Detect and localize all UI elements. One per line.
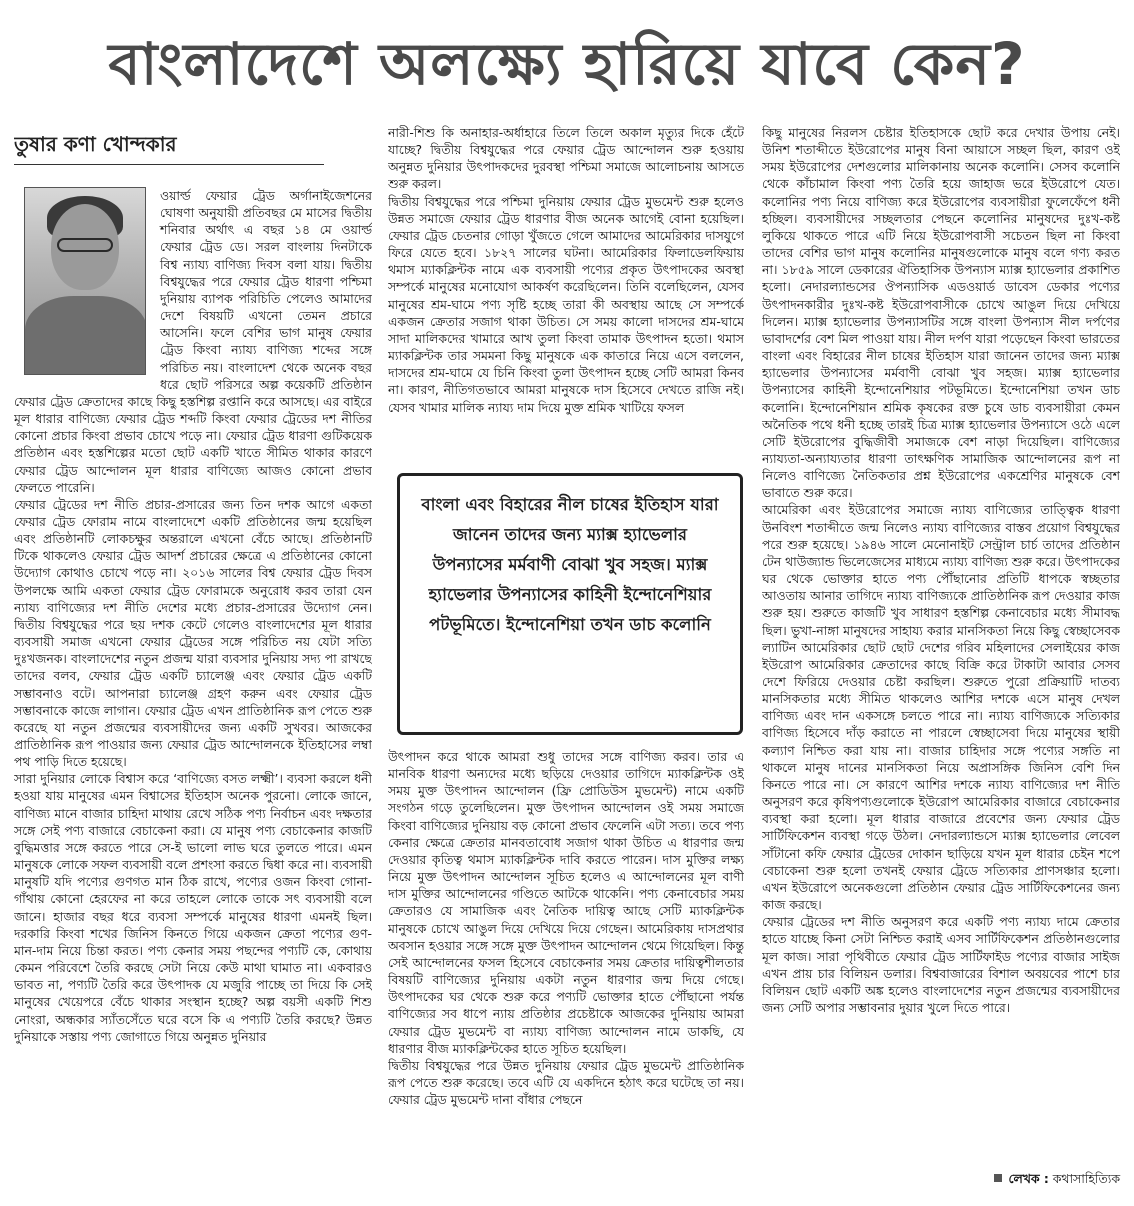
column-2-top	[388, 124, 744, 469]
column-2-bottom	[388, 748, 744, 1186]
paragraph: সারা দুনিয়ার লোকে বিশ্বাস করে ‘বাণিজ্যে বসত লক্ষ্মী’। ব্যবসা করলে ধনী হওয়া যায় মানুষের এমন বিশ্বাসের ইতিহাস অনেক পুরনো। লোকে জানে, বাণিজ্য মানে বাজার চাহিদা মাথায় রেখে সঠিক পণ্য নির্বাচন এবং দক্ষতার সঙ্গে সেই পণ্য বাজারে বেচাকেনা করা। যে মানুষ পণ্য বেচাকেনার কাজটি বুদ্ধিমত্তার সঙ্গে করতে পারে সে-ই ভালো লাভ ঘরে তুলতে পারে। এমন মানুষকে লোকে সফল ব্যবসায়ী বলে প্রশংসা করতে দ্বিধা করে না। ব্যবসায়ী মানুষটি যদি পণ্যের গুণগত মান ঠিক রাখে, পণ্যের ওজন কিংবা গোনা-গাঁথায় কোনো হেরফের না করে তাহলে লোকে তাকে সৎ ব্যবসায়ী বলে জানে। হাজার বছর ধরে ব্যবসা সম্পর্কে মানুষের ধারণা এমনই ছিল। দরকারি কিংবা শখের জিনিস কিনতে গিয়ে একজন ক্রেতা পণ্যের গুণ-মান-দাম নিয়ে চিন্তা করত। পণ্য কেনার সময় পছন্দের পণ্যটি কে, কোথায় কেমন পরিবেশে তৈরি করছে সেটা নিয়ে কেউ মাথা ঘামাত না। একবারও ভাবত না, পণ্যটি তৈরি করে উৎপাদক যে মজুরি পাচ্ছে তা দিয়ে কি সেই মানুষের খেয়েপরে বেঁচে থাকার সংস্থান হচ্ছে? অল্প বয়সী একটি শিশু নোংরা, অন্ধকার স্যাঁতসেঁতে ঘরে বসে কি এ পণ্যটি তৈরি করছে? উন্নত দুনিয়াকে সস্তায় পণ্য জোগাতে গিয়ে অনুন্নত দুনিয়ার	[14, 771, 372, 1044]
paragraph: নারী-শিশু কি অনাহার-অর্ধাহারে তিলে তিলে অকাল মৃত্যুর দিকে হেঁটে যাচ্ছে? দ্বিতীয় বিশ্বযুদ্ধের পরে ফেয়ার ট্রেড আন্দোলন শুরু হওয়ায় অনুন্নত দুনিয়ার উৎপাদকদের দুরবস্থা পশ্চিমা সমাজে আলোচনায় আসতে শুরু করল।	[388, 125, 744, 192]
paragraph: দ্বিতীয় বিশ্বযুদ্ধের পরে উন্নত দুনিয়ায় ফেয়ার ট্রেড মুভমেন্ট প্রাতিষ্ঠানিক রূপ পেতে শুরু করেছে। তবে এটি যে একদিনে হঠাৎ করে ঘটেছে তা নয়। ফেয়ার ট্রেড মুভমেন্ট দানা বাঁধার পেছনে	[388, 1057, 744, 1108]
pull-quote: বাংলা এবং বিহারের নীল চাষের ইতিহাস যারা জানেন তাদের জন্য ম্যাক্স হ্যাভেলার উপন্যাসের মর্মবাণী বোঝা খুব সহজ। ম্যাক্স হ্যাভেলার উপন্যাসের কাহিনী ইন্দোনেশিয়ার পটভূমিতে। ইন্দোনেশিয়া তখন ডাচ কলোনি	[397, 473, 743, 735]
paragraph: ওয়ার্ল্ড ফেয়ার ট্রেড অর্গানাইজেশনের ঘোষণা অনুযায়ী প্রতিবছর মে মাসের দ্বিতীয় শনিবার অর্থাৎ এ বছর ১৪ মে ওয়ার্ল্ড ফেয়ার ট্রেড ডে। সরল বাংলায় দিনটাকে বিশ্ব ন্যায্য বাণিজ্য দিবস বলা যায়। দ্বিতীয় বিশ্বযুদ্ধের পরে ফেয়ার ট্রেড ধারণা পশ্চিমা দুনিয়ায় ব্যাপক পরিচিতি পেলেও আমাদের দেশে বিষয়টি এখনো তেমন প্রচারে আসেনি। ফলে বেশির ভাগ মানুষ ফেয়ার ট্রেড কিংবা ন্যায্য বাণিজ্য শব্দের সঙ্গে পরিচিত নয়। বাংলাদেশ থেকে অনেক বছর ধরে ছোট পরিসরে অল্প কয়েকটি প্রতিষ্ঠান ফেয়ার ট্রেড ক্রেতাদের কাছে কিছু হস্তশিল্প রপ্তানি করে আসছে। এর বাইরে মূল ধারার বাণিজ্যে ফেয়ার ট্রেড শব্দটি কিংবা ফেয়ার ট্রেডের দশ নীতির কোনো প্রচার কিংবা প্রভাব চোখে পড়ে না। ফেয়ার ট্রেড ধারণা গুটিকয়েক প্রতিষ্ঠান এবং হস্তশিল্পের মতো ছোট একটি খাতে সীমিত থাকার কারণে ফেয়ার ট্রেড আন্দোলন মূল ধারার বাণিজ্যে আজও কোনো প্রভাব ফেলতে পারেনি।	[14, 188, 372, 495]
author-note	[960, 1170, 1120, 1188]
paragraph: আমেরিকা এবং ইউরোপের সমাজে ন্যায্য বাণিজ্যের তাত্ত্বিক ধারণা উনবিংশ শতাব্দীতে জন্ম নিলেও ন্যায্য বাণিজ্যের বাস্তব প্রয়োগ বিশ্বযুদ্ধের পরে শুরু হয়েছে। ১৯৪৬ সালে মেনোনাইট সেন্ট্রাল চার্চ তাদের প্রতিষ্ঠান টেন থাউজ্যান্ড ভিলেজেসের মাধ্যমে ন্যায্য বাণিজ্য শুরু করে। উৎপাদকের ঘর থেকে ভোক্তার হাতে পণ্য পৌঁছানোর প্রতিটি ধাপকে স্বচ্ছতার আওতায় আনার তাগিদে ন্যায্য বাণিজ্যকে প্রাতিষ্ঠানিক রূপ দেওয়ার কাজ শুরু হয়। শুরুতে কাজটি খুব সাধারণ হস্তশিল্প কেনাবেচার মধ্যে সীমাবদ্ধ ছিল। ভুখা-নাঙ্গা মানুষদের সাহায্য করার মানসিকতা নিয়ে কিছু স্বেচ্ছাসেবক ল্যাটিন আমেরিকার ছোট ছোট দেশের গরিব মহিলাদের সেলাইয়ের কাজ ইউরোপ আমেরিকার ক্রেতাদের কাছে বিক্রি করে টাকাটা আবার সেসব দেশে ফিরিয়ে দেওয়ার চেষ্টা করছিল। শুরুতে পুরো প্রক্রিয়াটি দাতব্য মানসিকতার মধ্যে সীমিত থাকলেও আশির দশকে এসে মানুষ দেখল বাণিজ্য এবং দান একসঙ্গে চলতে পারে না। ন্যায্য বাণিজ্যকে সত্যিকার বাণিজ্য হিসেবে দাঁড় করাতে না পারলে স্বেচ্ছাসেবা দিয়ে মানুষের স্থায়ী কল্যাণ নিশ্চিত করা যায় না। বাজার চাহিদার সঙ্গে পণ্যের সঙ্গতি না থাকলে মানুষ দানের মানসিকতা নিয়ে অপ্রাসঙ্গিক জিনিস বেশি দিন কিনতে পারে না। সে কারণে আশির দশকে ন্যায্য বাণিজ্যের দশ নীতি অনুসরণ করে কৃষিপণ্যগুলোকে ইউরোপ আমেরিকার বাজারে বেচাকেনার ব্যবস্থা করা হলো। মূল ধারার বাজারে প্রবেশের জন্য ফেয়ার ট্রেড সার্টিফিকেশন ব্যবস্থা গড়ে উঠল। নেদারল্যান্ডসে ম্যাক্স হ্যাভেলার লেবেল সাঁটানো কফি ফেয়ার ট্রেডের দোকান ছাড়িয়ে যখন মূল ধারার চেইন শপে বেচাকেনা শুরু হলো তখনই ফেয়ার ট্রেডে সত্যিকার প্রাণসঞ্চার হলো। এখন ইউরোপে অনেকগুলো প্রতিষ্ঠান ফেয়ার ট্রেড সার্টিফিকেশনের জন্য কাজ করছে।	[762, 502, 1120, 913]
headline: বাংলাদেশে অলক্ষ্যে হারিয়ে যাবে কেন?	[108, 30, 1026, 98]
column-3	[762, 124, 1120, 1164]
paragraph: দ্বিতীয় বিশ্বযুদ্ধের পরে পশ্চিমা দুনিয়ায় ফেয়ার ট্রেড মুভমেন্ট শুরু হলেও উন্নত সমাজে ফেয়ার ট্রেড ধারণার বীজ অনেক আগেই বোনা হয়েছিল। ফেয়ার ট্রেড চেতনার গোড়া খুঁজতে গেলে আমাদের আমেরিকার দাসযুগে ফিরে যেতে হবে। ১৮২৭ সালের ঘটনা। আমেরিকার ফিলাডেলফিয়ায় থমাস ম্যাকক্লিন্টক নামে এক ব্যবসায়ী পণ্যের প্রকৃত উৎপাদকের অবস্থা সম্পর্কে মানুষের মনোযোগ আকর্ষণ করেছিলেন। তিনি বলেছিলেন, যেসব মানুষের শ্রম-ঘামে পণ্য সৃষ্টি হচ্ছে তারা কী অবস্থায় আছে সে সম্পর্কে একজন ক্রেতার সজাগ থাকা উচিত। সে সময় কালো দাসদের শ্রম-ঘামে সাদা মালিকদের খামারে আখ তুলা কিংবা তামাক উৎপাদন হতো। থমাস ম্যাকক্লিন্টক তার সমমনা কিছু মানুষকে এক কাতারে নিয়ে এসে বললেন, দাসদের শ্রম-ঘামে যে চিনি কিংবা তুলা উৎপাদন হচ্ছে সেটি আমরা কিনব না। কারণ, নীতিগতভাবে আমরা মানুষকে দাস হিসেবে দেখতে রাজি নই। যেসব খামার মালিক ন্যায্য দাম দিয়ে মুক্ত শ্রমিক খাটিয়ে ফসল	[388, 193, 744, 415]
paragraph: উৎপাদন করে থাকে আমরা শুধু তাদের সঙ্গে বাণিজ্য করব। তার এ মানবিক ধারণা অন্যদের মধ্যে ছড়িয়ে দেওয়ার তাগিদে ম্যাকক্লিন্টক ওই সময় মুক্ত উৎপাদন আন্দোলন (ফ্রি প্রোডিউস মুভমেন্ট) নামে একটি সংগঠন গড়ে তুলেছিলেন। মুক্ত উৎপাদন আন্দোলন ওই সময় সমাজে কিংবা বাণিজ্যের দুনিয়ায় বড় কোনো প্রভাব ফেলেনি এটা সত্য। তবে পণ্য কেনার ক্ষেত্রে ক্রেতার মানবতাবোধ সজাগ থাকা উচিত এ ধারণার জন্ম দেওয়ার কৃতিত্ব থমাস ম্যাকক্লিন্টক দাবি করতে পারেন। দাস মুক্তির লক্ষ্য নিয়ে মুক্ত উৎপাদন আন্দোলন সূচিত হলেও এ আন্দোলনের মূল বাণী দাস মুক্তির আন্দোলনের গণ্ডিতে আটকে থাকেনি। পণ্য কেনাবেচার সময় ক্রেতারও যে সামাজিক এবং নৈতিক দায়িত্ব আছে সেটি ম্যাকক্লিন্টক মানুষকে চোখে আঙুল দিয়ে দেখিয়ে দিয়ে গেছেন। আমেরিকায় দাসপ্রথার অবসান হওয়ার সঙ্গে সঙ্গে মুক্ত উৎপাদন আন্দোলন থেমে গিয়েছিল। কিন্তু সেই আন্দোলনের ফসল হিসেবে বেচাকেনার সময় ক্রেতার দায়িত্বশীলতার বিষয়টি বাণিজ্যের দুনিয়ায় একটা নতুন ধারণার জন্ম দিয়ে গেছে। উৎপাদকের ঘর থেকে শুরু করে পণ্যটি ভোক্তার হাতে পৌঁছানো পর্যন্ত বাণিজ্যের সব ধাপে ন্যায় প্রতিষ্ঠার প্রচেষ্টাকে আজকের দুনিয়ায় আমরা ফেয়ার ট্রেড মুভমেন্ট বা ন্যায্য বাণিজ্য আন্দোলন নামে ডাকছি, যে ধারণার বীজ ম্যাকক্লিন্টকের হাতে সূচিত হয়েছিল।	[388, 749, 744, 1056]
column-1	[14, 124, 372, 1186]
paragraph: ফেয়ার ট্রেডের দশ নীতি অনুসরণ করে একটি পণ্য ন্যায্য দামে ক্রেতার হাতে যাচ্ছে কিনা সেটা নিশ্চিত করাই এসব সার্টিফিকেশন প্রতিষ্ঠানগুলোর মূল কাজ। সারা পৃথিবীতে ফেয়ার ট্রেড সার্টিফাইড পণ্যের বাজার সাইজ এখন প্রায় চার বিলিয়ন ডলার। বিশ্ববাজারের বিশাল অবয়বের পাশে চার বিলিয়ন ছোট একটি অঙ্ক হলেও বাংলাদেশের নতুন প্রজন্মের ব্যবসায়ীদের জন্য সেটি অপার সম্ভাবনার দুয়ার খুলে দিতে পারে।	[762, 914, 1120, 1015]
paragraph: ফেয়ার ট্রেডের দশ নীতি প্রচার-প্রসারের জন্য তিন দশক আগে একতা ফেয়ার ট্রেড ফোরাম নামে বাংলাদেশে একটি প্রতিষ্ঠানের জন্ম হয়েছিল এবং প্রতিষ্ঠানটি লোকচক্ষুর অন্তরালে এখনো বেঁচে আছে। প্রতিষ্ঠানটি টিকে থাকলেও ফেয়ার ট্রেড আদর্শ প্রচারের ক্ষেত্রে এ প্রতিষ্ঠানের কোনো উদ্যোগ কোথাও চোখে পড়ে না। ২০১৬ সালের বিশ্ব ফেয়ার ট্রেড দিবস উপলক্ষে আমি একতা ফেয়ার ট্রেড ফোরামকে অনুরোধ করব তারা যেন ন্যায্য বাণিজ্যের দশ নীতি দেশের মধ্যে প্রচার-প্রসারের উদ্যোগ নেন। দ্বিতীয় বিশ্বযুদ্ধের পরে ছয় দশক কেটে গেলেও বাংলাদেশের মূল ধারার ব্যবসায়ী সমাজ এখনো ফেয়ার ট্রেডের সঙ্গে পরিচিত নয় যেটা সত্যি দুঃখজনক। বাংলাদেশের নতুন প্রজন্ম যারা ব্যবসার দুনিয়ায় সদ্য পা রাখছে তাদের বলব, ফেয়ার ট্রেড একটি চ্যালেঞ্জ এবং ফেয়ার ট্রেড একটি সম্ভাবনাও বটে। আপনারা চ্যালেঞ্জ গ্রহণ করুন এবং ফেয়ার ট্রেড সম্ভাবনাকে কাজে লাগান। ফেয়ার ট্রেড এখন প্রাতিষ্ঠানিক রূপ পেতে শুরু করেছে যা নতুন প্রজন্মের ব্যবসায়ীদের জন্য একটি সুখবর। আজকের প্রাতিষ্ঠানিক রূপ পাওয়ার জন্য ফেয়ার ট্রেড আন্দোলনকে ইতিহাসের লম্বা পথ পাড়ি দিতে হয়েছে।	[14, 496, 372, 770]
byline-divider	[14, 164, 324, 165]
paragraph: কিছু মানুষের নিরলস চেষ্টার ইতিহাসকে ছোট করে দেখার উপায় নেই। উনিশ শতাব্দীতে ইউরোপের মানুষ বিনা আয়াসে সচ্ছল ছিল, কারণ ওই সময় ইউরোপের দেশগুলোর মালিকানায় অনেক কলোনি। সেসব কলোনি থেকে কাঁচামাল কিংবা পণ্য তৈরি হয়ে জাহাজ ভরে ইউরোপে যেত। কলোনির পণ্য নিয়ে বাণিজ্য করে ইউরোপের ব্যবসায়ীরা ফুলেফেঁপে ধনী হচ্ছিল। ব্যবসায়ীদের সচ্ছলতার পেছনে কলোনির মানুষদের দুঃখ-কষ্ট লুকিয়ে থাকতে পারে এটি নিয়ে ইউরোপবাসী সচেতন ছিল না কিংবা তাদের বেশির ভাগ মানুষ কলোনির মানুষগুলোকে মানুষ বলে গণ্য করত না। ১৮৫৯ সালে ডেকারের ঐতিহাসিক উপন্যাস ম্যাক্স হ্যাভেলার প্রকাশিত হলো। নেদারল্যান্ডসের ঔপন্যাসিক এডওয়ার্ড ডাবেস ডেকার পণ্যের উৎপাদনকারীর দুঃখ-কষ্ট ইউরোপবাসীকে চোখে আঙুল দিয়ে দেখিয়ে দিলেন। ম্যাক্স হ্যাভেলার উপন্যাসটির সঙ্গে বাংলা উপন্যাস নীল দর্পণের ভাবাদর্শের বেশ মিল পাওয়া যায়। নীল দর্পণ যারা পড়েছেন কিংবা ভারতের বাংলা এবং বিহারের নীল চাষের ইতিহাস যারা জানেন তাদের জন্য ম্যাক্স হ্যাভেলার উপন্যাসের মর্মবাণী বোঝা খুব সহজ। ম্যাক্স হ্যাভেলার উপন্যাসের কাহিনী ইন্দোনেশিয়ার পটভূমিতে। ইন্দোনেশিয়া তখন ডাচ কলোনি। ইন্দোনেশিয়ান শ্রমিক কৃষকের রক্ত চুষে ডাচ ব্যবসায়ীরা কেমন অনৈতিক পথে ধনী হচ্ছে তারই চিত্র ম্যাক্স হ্যাভেলার উপন্যাসে ওঠে এলে সেটি ইউরোপের বুদ্ধিজীবী সমাজকে বেশ নাড়া দিয়েছিল। বাণিজ্যের ন্যায্যতা-অন্যায্যতার ধারণা তাৎক্ষণিক সামাজিক আন্দোলনের রূপ না নিলেও বাণিজ্যে নৈতিকতার প্রশ্ন ইউরোপের একশ্রেণির মানুষকে বেশ ভাবাতে শুরু করে।	[762, 125, 1120, 501]
author-note-label: লেখক :	[1008, 1171, 1049, 1186]
author-photo	[24, 187, 146, 375]
author-byline: তুষার কণা খোন্দকার	[14, 132, 177, 156]
author-note-value: কথাসাহিত্যিক	[1052, 1171, 1120, 1186]
square-bullet-icon	[994, 1174, 1002, 1182]
